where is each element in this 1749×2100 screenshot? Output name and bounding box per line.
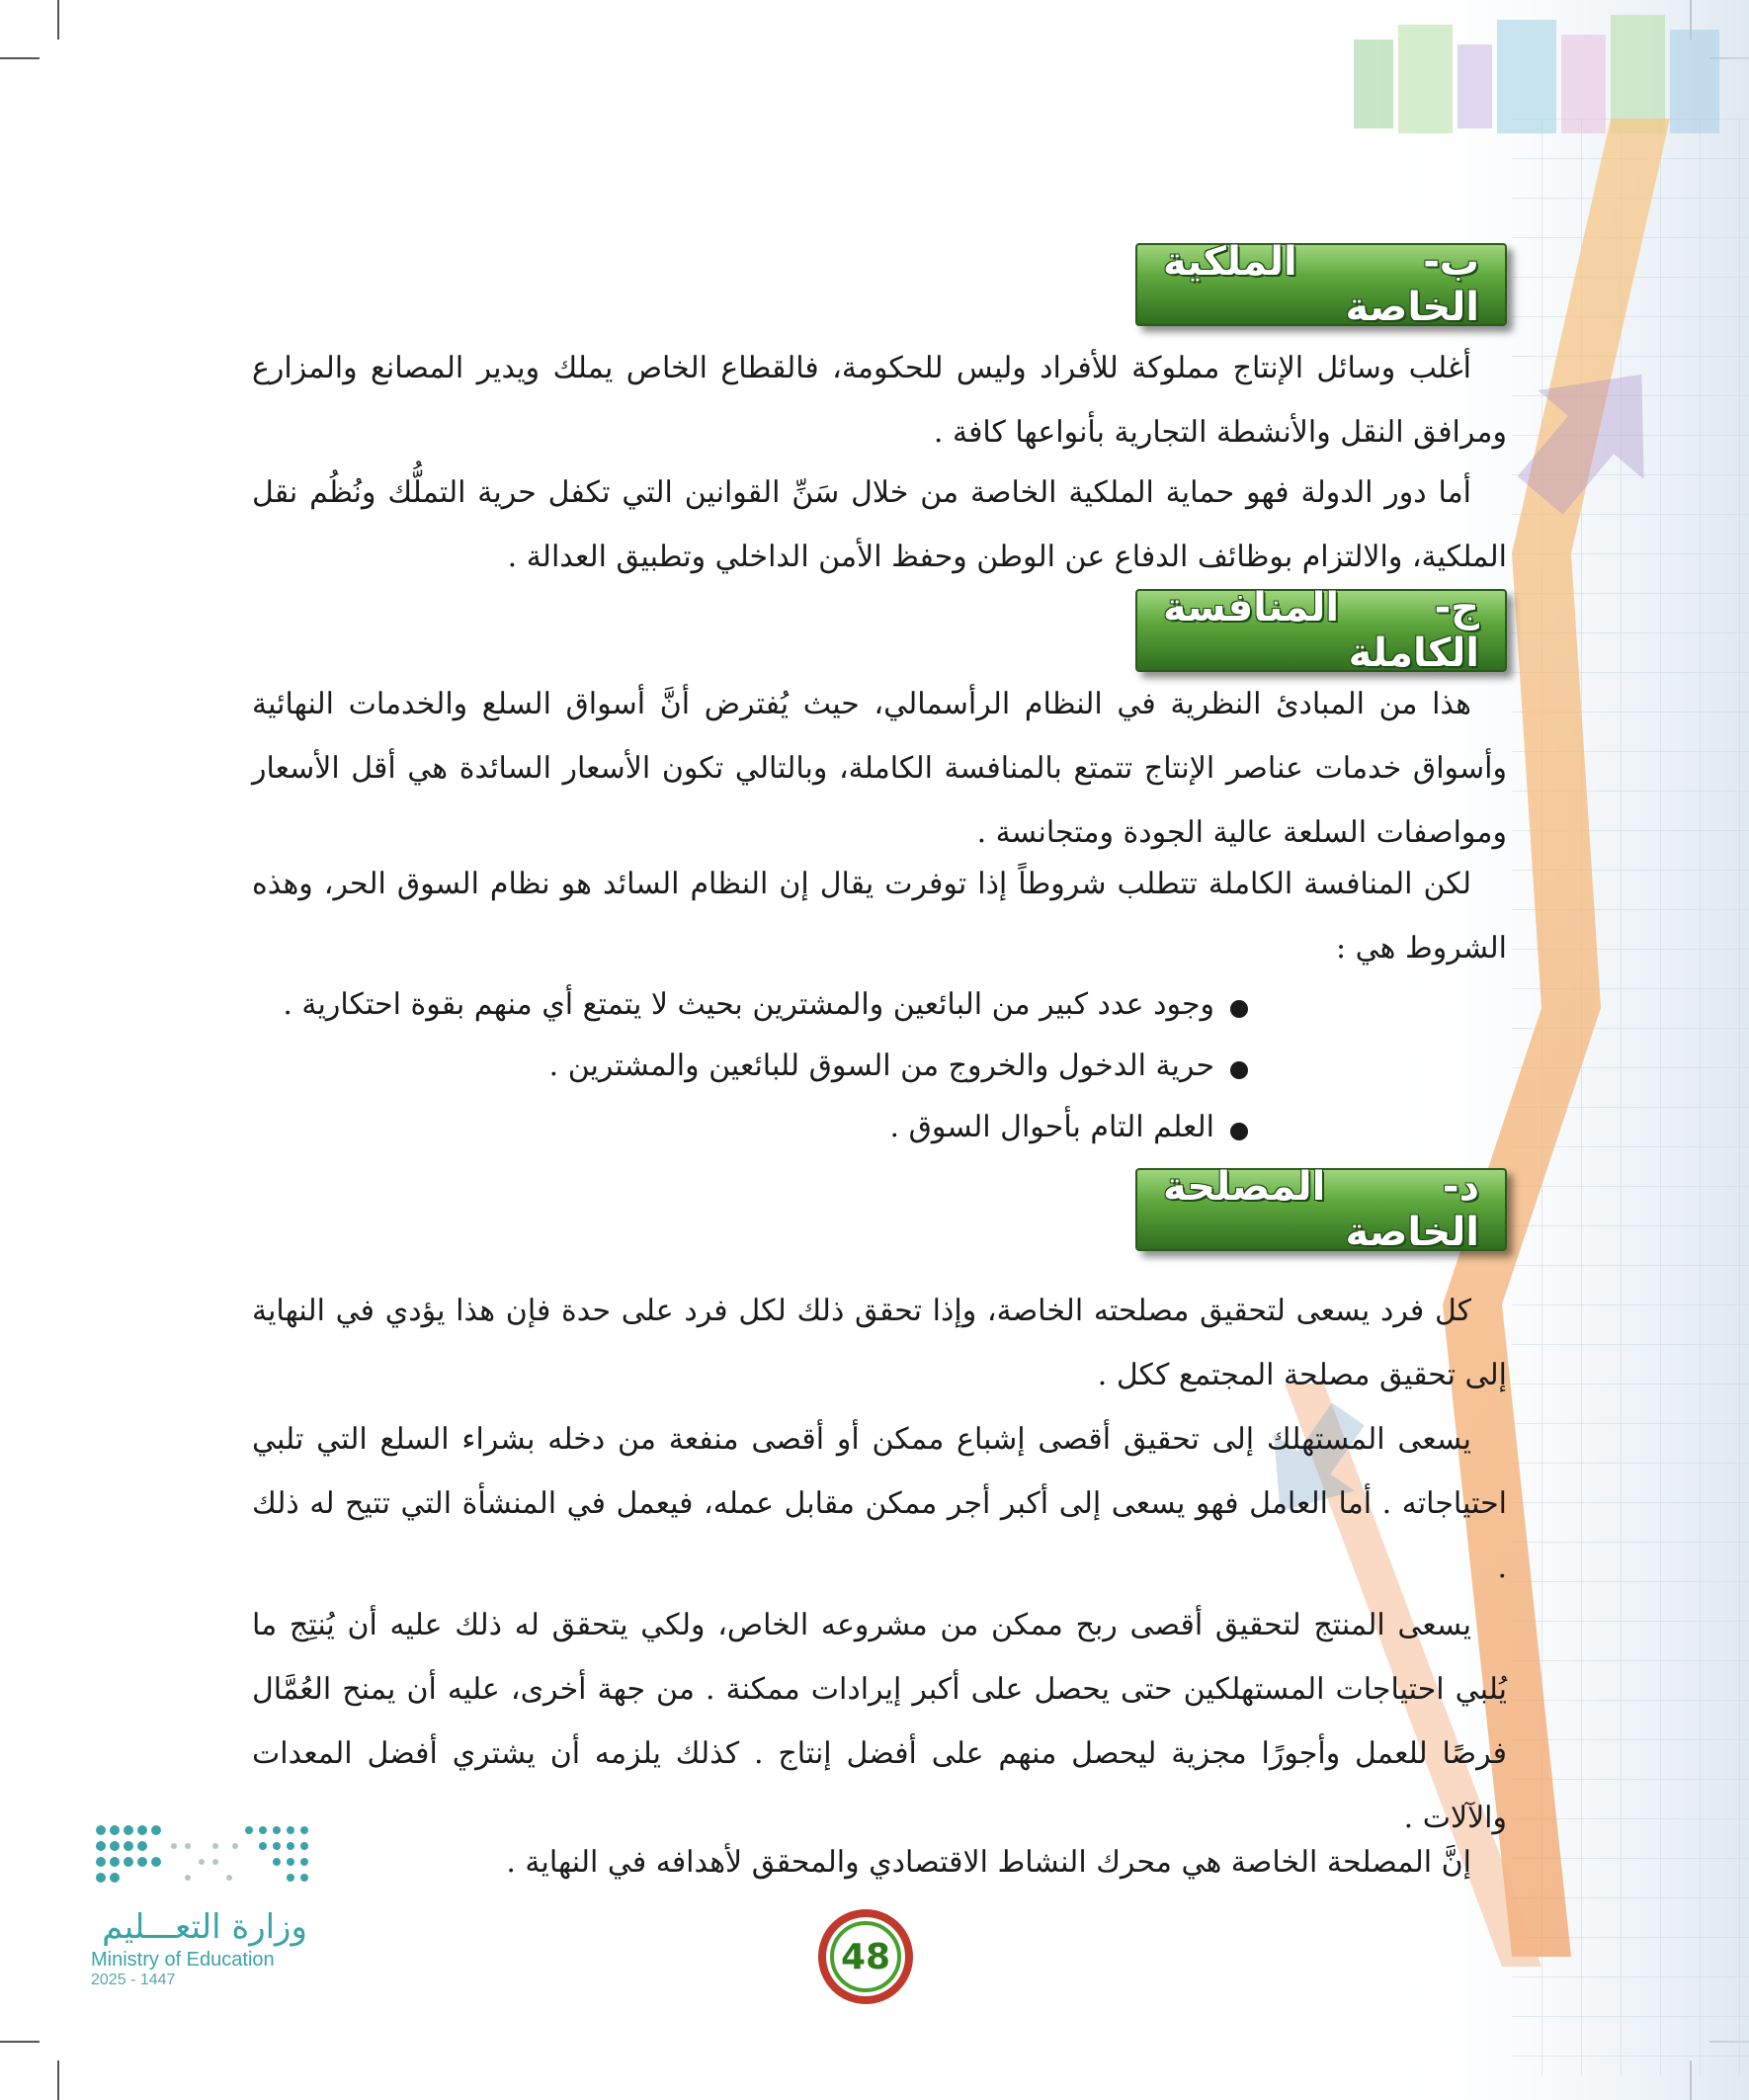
paragraph: يسعى المنتج لتحقيق أقصى ربح ممكن من مشروعه الخاص، ولكي يتحقق له ذلك عليه أن يُنتِج ما يُلبي احتياجات المستهلكين حتى يحصل على أكبر إيرادات ممكنة . من جهة أخرى، عليه أن يمنح العُمَّال فرصًا للعمل وأجورًا مجزية ليحصل منهم على أفضل إنتاج . كذلك يلزمه أن يشتري أفضل المعدات والآلات . bbox=[252, 1608, 1507, 1835]
paragraph: إنَّ المصلحة الخاصة هي محرك النشاط الاقتصادي والمحقق لأهدافه في النهاية . bbox=[506, 1845, 1471, 1880]
conditions-list bbox=[252, 974, 1250, 1158]
paragraph: يسعى المستهلك إلى تحقيق أقصى إشباع ممكن أو أقصى منفعة من دخله بشراء السلع التي تلبي احتياجاته . أما العامل فهو يسعى إلى أكبر أجر ممكن مقابل عمله، فيعمل في المنشأة التي تتيح له ذلك . bbox=[252, 1422, 1507, 1585]
buildings-illustration bbox=[1354, 15, 1719, 133]
ministry-logo bbox=[91, 1820, 318, 1989]
paragraph: كل فرد يسعى لتحقيق مصلحته الخاصة، وإذا تحقق ذلك لكل فرد على حدة فإن هذا يؤدي في النهاية إلى تحقيق مصلحة المجتمع ككل . bbox=[252, 1294, 1507, 1392]
ministry-arabic-name: وزارة التعـــليم bbox=[102, 1907, 307, 1947]
section-heading-private-property bbox=[1135, 239, 1507, 330]
section-heading-perfect-competition bbox=[1135, 585, 1507, 676]
paragraph: هذا من المبادئ النظرية في النظام الرأسمالي، حيث يُفترض أنَّ أسواق السلع والخدمات النهائية وأسواق خدمات عناصر الإنتاج تتمتع بالمنافسة الكاملة، وبالتالي تكون الأسعار السائدة هي أقل الأسعار ومواصفات السلعة عالية الجودة ومتجانسة . bbox=[252, 687, 1507, 850]
section-heading-text: د- المصلحة الخاصة bbox=[1163, 1164, 1479, 1255]
paragraph: أغلب وسائل الإنتاج مملوكة للأفراد وليس للحكومة، فالقطاع الخاص يملك ويدير المصانع والمزارع ومرافق النقل والأنشطة التجارية بأنواعها كافة . bbox=[252, 351, 1507, 450]
ministry-dots-logo bbox=[91, 1820, 318, 1899]
section-heading-text: ب- الملكية الخاصة bbox=[1163, 239, 1479, 330]
paragraph: لكن المنافسة الكاملة تتطلب شروطاً إذا توفرت يقال إن النظام السائد هو نظام السوق الحر، وهذه الشروط هي : bbox=[252, 867, 1507, 966]
section-heading-text: ج- المنافسة الكاملة bbox=[1163, 585, 1479, 676]
ministry-year: 2025 - 1447 bbox=[91, 1972, 176, 1988]
page-number-badge bbox=[818, 1909, 913, 2004]
ministry-english-name: Ministry of Education bbox=[91, 1949, 275, 1971]
list-item: وجود عدد كبير من البائعين والمشترين بحيث لا يتمتع أي منهم بقوة احتكارية . bbox=[252, 974, 1250, 1036]
section-heading-private-interest bbox=[1135, 1164, 1507, 1255]
list-item: العلم التام بأحوال السوق . bbox=[252, 1097, 1250, 1158]
page-number: 48 bbox=[840, 1936, 891, 1977]
list-item: حرية الدخول والخروج من السوق للبائعين والمشترين . bbox=[252, 1036, 1250, 1097]
paragraph: أما دور الدولة فهو حماية الملكية الخاصة من خلال سَنِّ القوانين التي تكفل حرية التملُّك ونُظُم نقل الملكية، والالتزام بوظائف الدفاع عن الوطن وحفظ الأمن الداخلي وتطبيق العدالة . bbox=[252, 475, 1507, 574]
